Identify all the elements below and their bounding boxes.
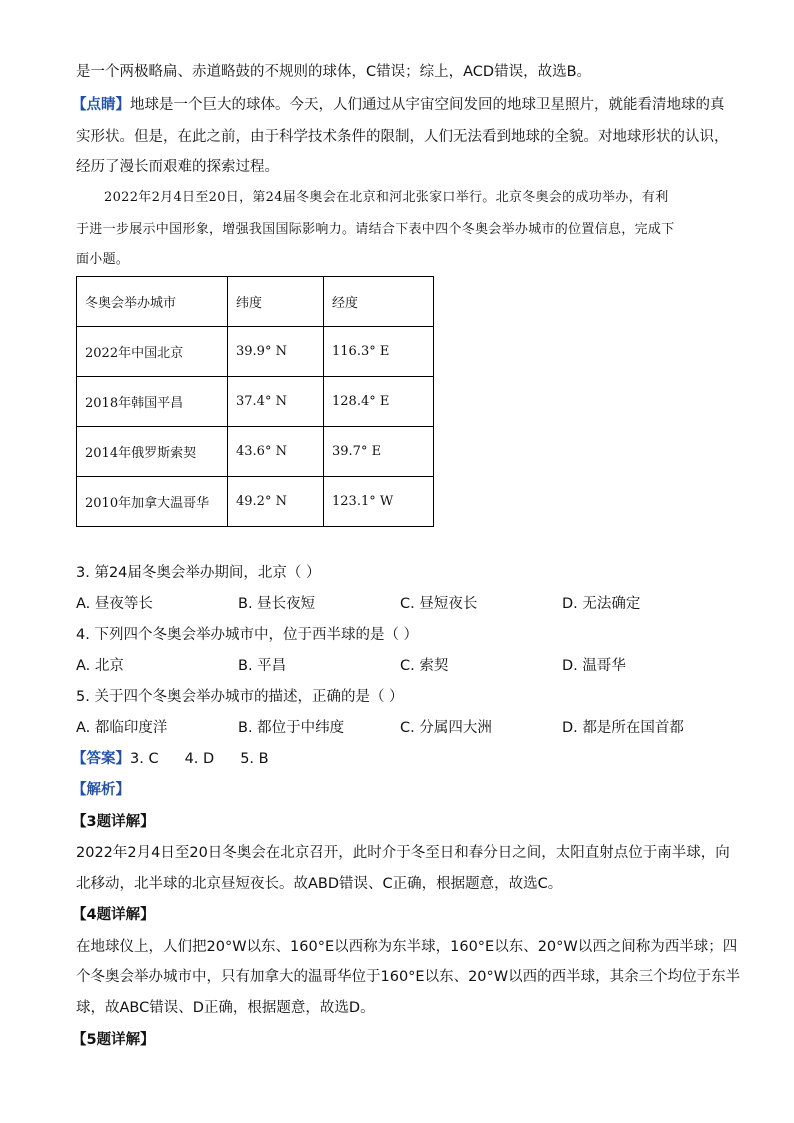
question-option: C. 分属四大洲	[400, 720, 492, 736]
question-option: A. 北京	[76, 658, 124, 674]
detail-line: 个冬奥会举办城市中，只有加拿大的温哥华位于160°E以东、20°W以西的西半球，其余三个均位于东半	[76, 969, 741, 985]
question-option: B. 平昌	[238, 658, 287, 674]
table-cell: 123.1° W	[324, 477, 434, 527]
question-stem: 5. 关于四个冬奥会举办城市的描述，正确的是（ ）	[76, 689, 404, 705]
table-cell: 2022年中国北京	[77, 327, 228, 377]
tip-paragraph-line	[72, 95, 725, 115]
detail-line: 北移动，北半球的北京昼短夜长。故ABD错误、C正确，根据题意，故选C。	[76, 876, 563, 892]
paragraph-line: 是一个两极略扁、赤道略鼓的不规则的球体，C错误；综上，ACD错误，故选B。	[76, 64, 592, 80]
answer-value: 5. B	[240, 751, 269, 767]
table-row	[77, 377, 434, 427]
answer-value: 4. D	[184, 751, 215, 767]
table-cell: 43.6° N	[228, 427, 324, 477]
question-stem: 4. 下列四个冬奥会举办城市中，位于西半球的是（ ）	[76, 627, 419, 643]
table-header-row	[77, 277, 434, 327]
table-row	[77, 327, 434, 377]
detail-line: 2022年2月4日至20日冬奥会在北京召开，此时介于冬至日和春分日之间，太阳直射点位于南半球，向	[76, 845, 730, 861]
table-cell: 39.7° E	[324, 427, 434, 477]
paragraph-line: 经历了漫长而艰难的探索过程。	[76, 159, 279, 175]
table-header-cell: 冬奥会举办城市	[77, 277, 228, 327]
question-option: D. 温哥华	[562, 658, 626, 674]
question-option: D. 无法确定	[562, 596, 641, 612]
table-row	[77, 477, 434, 527]
answer-line	[72, 749, 269, 769]
question-stem: 3. 第24届冬奥会举办期间，北京（ ）	[76, 565, 321, 581]
intro-line: 于进一步展示中国形象，增强我国国际影响力。请结合下表中四个冬奥会举办城市的位置信息，完成下	[76, 222, 675, 237]
detail-tag-q3: 【3题详解】	[72, 814, 155, 830]
question-option: B. 昼长夜短	[238, 596, 316, 612]
table-cell: 2014年俄罗斯索契	[77, 427, 228, 477]
detail-tag-q4: 【4题详解】	[72, 907, 155, 923]
question-option: C. 昼短夜长	[400, 596, 478, 612]
intro-line: 2022年2月4日至20日，第24届冬奥会在北京和河北张家口举行。北京冬奥会的成功举办，有利	[104, 190, 669, 205]
table-cell: 2018年韩国平昌	[77, 377, 228, 427]
tip-text: 地球是一个巨大的球体。今天，人们通过从宇宙空间发回的地球卫星照片，就能看清地球的真	[130, 97, 725, 113]
answer-value: 3. C	[130, 751, 159, 767]
question-option: B. 都位于中纬度	[238, 720, 345, 736]
tip-tag: 【点睛】	[72, 97, 130, 113]
paragraph-line: 实形状。但是，在此之前，由于科学技术条件的限制，人们无法看到地球的全貌。对地球形状的认识，	[76, 129, 729, 145]
question-option: C. 索契	[400, 658, 449, 674]
detail-line: 在地球仪上，人们把20°W以东、160°E以西称为东半球，160°E以东、20°W以西之间称为西半球；四	[76, 939, 738, 955]
detail-tag-q5: 【5题详解】	[72, 1032, 155, 1048]
table-cell: 116.3° E	[324, 327, 434, 377]
table-header-cell: 经度	[324, 277, 434, 327]
question-option: D. 都是所在国首都	[562, 720, 684, 736]
table-cell: 2010年加拿大温哥华	[77, 477, 228, 527]
detail-line: 球，故ABC错误、D正确，根据题意，故选D。	[76, 1000, 375, 1016]
question-option: A. 都临印度洋	[76, 720, 168, 736]
table-row	[77, 427, 434, 477]
table-cell: 39.9° N	[228, 327, 324, 377]
table-cell: 37.4° N	[228, 377, 324, 427]
analysis-tag: 【解析】	[72, 782, 130, 798]
table-cell: 49.2° N	[228, 477, 324, 527]
intro-line: 面小题。	[76, 252, 130, 267]
table-header-cell: 纬度	[228, 277, 324, 327]
cities-table	[76, 276, 434, 527]
question-option: A. 昼夜等长	[76, 596, 153, 612]
table-cell: 128.4° E	[324, 377, 434, 427]
answer-tag: 【答案】	[72, 751, 130, 767]
